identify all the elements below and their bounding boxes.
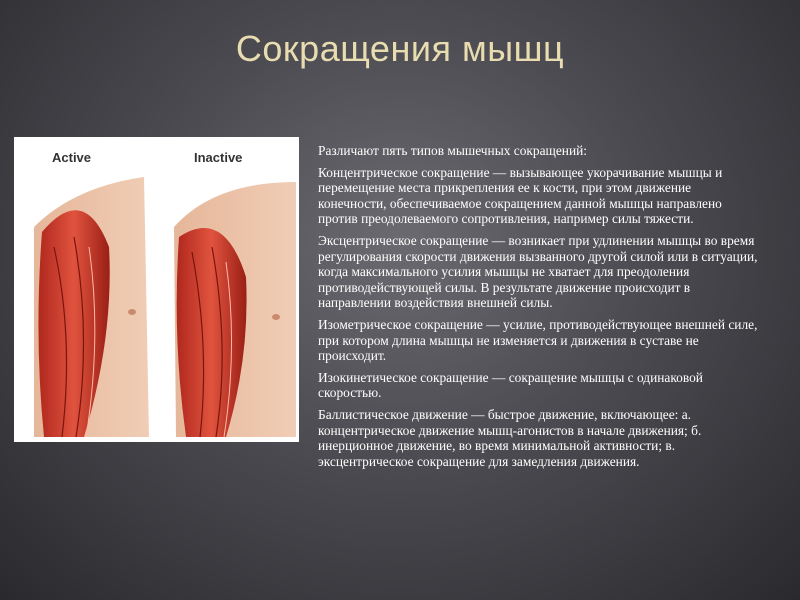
- paragraph-isometric: Изометрическое сокращение — усилие, противодействующее внешней силе, при котором длина мышцы не изменяется и движения в суставе не происходит.: [318, 316, 758, 364]
- slide-title: Сокращения мышц: [235, 28, 565, 69]
- paragraph-eccentric: Эксцентрическое сокращение — возникает при удлинении мышцы во время регулирования скорости движения вызванного другой силой или в ситуации, когда максимального усилия мышцы не хватает для преодоления противодействующей силы. В результате движение происходит в направлении воздействия внешней силы.: [318, 232, 758, 311]
- muscle-illustration: [14, 137, 299, 442]
- paragraph-ballistic: Баллистическое движение — быстрое движение, включающее: а. концентрическое движение мышц-агонистов в начале движения; б. инерционное движение, во время минимальной активности; в. эксцентрическое сокращение для замедления движения.: [318, 406, 702, 469]
- slide-body: [318, 143, 758, 475]
- label-active: Active: [52, 150, 92, 165]
- biceps-drawing: [14, 137, 299, 442]
- paragraph-isokinetic: Изокинетическое сокращение — сокращение мышцы с одинаковой скоростью.: [318, 369, 703, 401]
- paragraph-intro: Различают пять типов мышечных сокращений:: [318, 143, 588, 158]
- label-inactive: Inactive: [194, 150, 243, 165]
- paragraph-concentric: Концентрическое сокращение — вызывающее укорачивание мышцы и перемещение места прикрепления ее к кости, при этом движение конечности, обеспечиваемое сокращением данной мышцы направлено против преодолеваемого сопротивления, например силы тяжести.: [318, 164, 723, 227]
